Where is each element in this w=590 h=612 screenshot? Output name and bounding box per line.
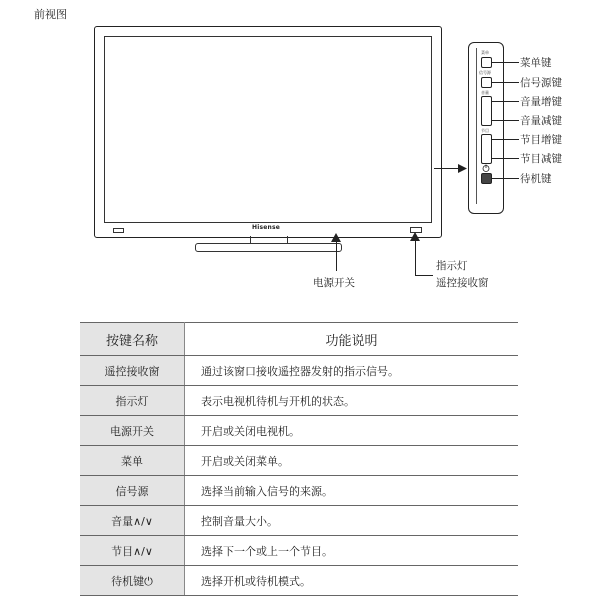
table-row [80,506,518,536]
function-cell: 选择开机或待机模式。 [185,566,519,596]
key-name-cell: 电源开关 [80,416,185,446]
power-switch-label: 电源开关 [313,277,355,289]
section-title: 前视图 [34,8,67,21]
standby-key-label: 待机键 [520,173,552,185]
source-key-callout-line [491,82,519,83]
key-name-cell: 节目∧/∨ [80,536,185,566]
volume-up-callout-line [491,101,519,102]
channel-down-callout-line [491,158,519,159]
table-row [80,416,518,446]
power-icon [482,164,490,172]
function-cell: 开启或关闭电视机。 [185,416,519,446]
source-key-label: 信号源键 [520,77,562,89]
key-name-cell: 指示灯 [80,386,185,416]
power-switch-callout-line [336,241,337,271]
indicator-callout-hline [415,275,433,276]
channel-up-key-label: 节目增键 [520,134,562,146]
volume-key-tiny-label: 音量 [481,90,489,95]
function-cell: 开启或关闭菜单。 [185,446,519,476]
source-key-tiny-label: 信号源 [479,70,491,75]
key-name-cell: 遥控接收窗 [80,356,185,386]
function-cell: 选择下一个或上一个节目。 [185,536,519,566]
function-cell: 控制音量大小。 [185,506,519,536]
volume-down-callout-line [491,120,519,121]
function-cell: 选择当前输入信号的来源。 [185,476,519,506]
standby-callout-line [491,178,519,179]
menu-key-tiny-label: 菜单 [481,50,489,55]
key-function-table [80,322,518,596]
table-row [80,446,518,476]
function-cell: 表示电视机待机与开机的状态。 [185,386,519,416]
menu-key-label: 菜单键 [520,57,552,69]
channel-up-callout-line [491,139,519,140]
table-row [80,356,518,386]
channel-down-key-label: 节目减键 [520,153,562,165]
tv-screen [104,36,432,223]
channel-key-tiny-label: 节目 [481,128,489,133]
table-row [80,566,518,596]
tv-stand-base [195,243,342,252]
key-name-cell: 待机键⏻ [80,566,185,596]
remote-window-label: 遥控接收窗 [436,277,489,289]
volume-up-key-label: 音量增键 [520,96,562,108]
table-header-key-name: 按键名称 [80,323,185,356]
table-header-row [80,323,518,356]
panel-pointer-line [434,168,460,169]
table-row [80,476,518,506]
volume-down-key-label: 音量减键 [520,115,562,127]
tv-brand-logo: Hisense [252,224,281,231]
key-name-cell: 信号源 [80,476,185,506]
tv-left-indicator [113,228,124,233]
panel-pointer-arrow-icon [458,164,468,173]
menu-key-callout-line [491,62,519,63]
indicator-label: 指示灯 [436,260,468,272]
key-name-cell: 菜单 [80,446,185,476]
indicator-callout-vline [415,240,416,275]
function-cell: 通过该窗口接收遥控器发射的指示信号。 [185,356,519,386]
key-name-cell: 音量∧/∨ [80,506,185,536]
table-row [80,536,518,566]
table-row [80,386,518,416]
table-header-function: 功能说明 [185,323,519,356]
